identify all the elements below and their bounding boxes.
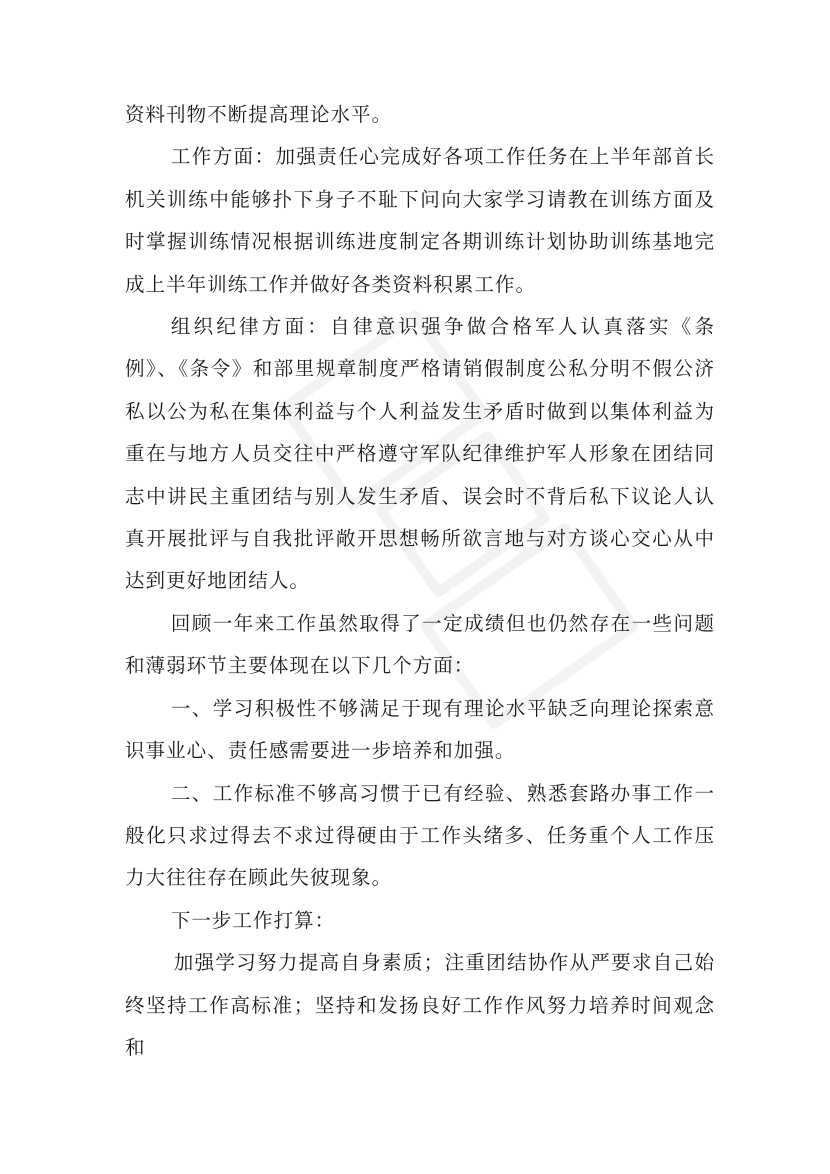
paragraph-plan: 加强学习努力提高自身素质；注重团结协作从严要求自己始终坚持工作高标准；坚持和发扬良好工作作风努力培养时间观念和 bbox=[125, 951, 715, 1059]
document-body bbox=[125, 94, 715, 1069]
paragraph-review: 回顾一年来工作虽然取得了一定成绩但也仍然存在一些问题和薄弱环节主要体现在以下几个方面： bbox=[125, 611, 715, 678]
paragraph-work: 工作方面：加强责任心完成好各项工作任务在上半年部首长机关训练中能够扑下身子不耻下问向大家学习请教在训练方面及时掌握训练情况根据训练进度制定各期训练计划协助训练基地完成上半年训练工作并做好各类资料积累工作。 bbox=[125, 145, 715, 296]
paragraph-issue-1: 一、学习积极性不够满足于现有理论水平缺乏向理论探索意识事业心、责任感需要进一步培养和加强。 bbox=[125, 696, 715, 763]
paragraph-next-heading: 下一步工作打算： bbox=[170, 908, 336, 932]
paragraph-1: 资料刊物不断提高理论水平。 bbox=[125, 103, 393, 126]
paragraph-discipline: 组织纪律方面：自律意识强争做合格军人认真落实《条例》、《条令》和部里规章制度严格请销假制度公私分明不假公济私以公为私在集体利益与个人利益发生矛盾时做到以集体利益为重在与地方人员交往中严格遵守军队纪律维护军人形象在团结同志中讲民主重团结与别人发生矛盾、误会时不背后私下议论人认真开展批评与自我批评敞开思想畅所欲言地与对方谈心交心从中达到更好地团结人。 bbox=[125, 315, 715, 593]
paragraph-issue-2: 二、工作标准不够高习惯于已有经验、熟悉套路办事工作一般化只求过得去不求过得硬由于工作头绪多、任务重个人工作压力大往往存在顾此失彼现象。 bbox=[125, 781, 715, 890]
